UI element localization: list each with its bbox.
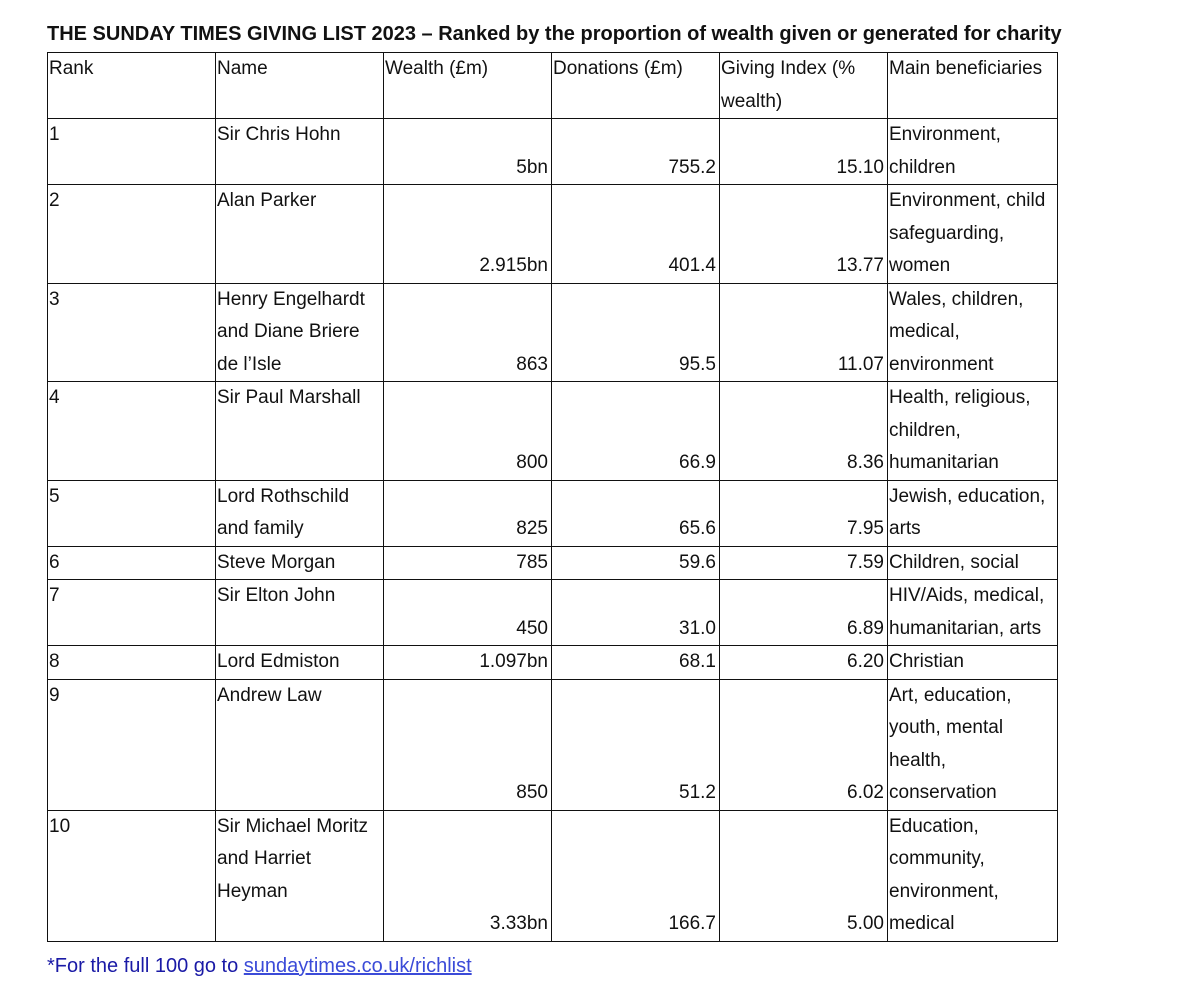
cell-donations: 65.6 [552, 480, 720, 546]
cell-donations: 66.9 [552, 382, 720, 481]
cell-beneficiaries: Christian [888, 646, 1058, 680]
cell-donations: 59.6 [552, 546, 720, 580]
cell-beneficiaries: Environment, children [888, 119, 1058, 185]
cell-wealth: 5bn [384, 119, 552, 185]
header-rank: Rank [48, 53, 216, 119]
cell-wealth: 825 [384, 480, 552, 546]
cell-giving-index: 15.10 [720, 119, 888, 185]
cell-beneficiaries: Education, community, environment, medical [888, 810, 1058, 941]
table-row [48, 480, 1058, 546]
cell-rank: 4 [48, 382, 216, 481]
header-wealth: Wealth (£m) [384, 53, 552, 119]
cell-name: Sir Michael Moritz and Harriet Heyman [216, 810, 384, 941]
cell-wealth: 450 [384, 580, 552, 646]
cell-rank: 7 [48, 580, 216, 646]
table-row [48, 810, 1058, 941]
cell-name: Sir Chris Hohn [216, 119, 384, 185]
table-row [48, 646, 1058, 680]
cell-donations: 755.2 [552, 119, 720, 185]
cell-wealth: 1.097bn [384, 646, 552, 680]
cell-giving-index: 6.20 [720, 646, 888, 680]
cell-beneficiaries: Jewish, education, arts [888, 480, 1058, 546]
table-row [48, 382, 1058, 481]
header-beneficiaries: Main beneficiaries [888, 53, 1058, 119]
richlist-link[interactable]: sundaytimes.co.uk/richlist [243, 955, 472, 977]
cell-rank: 10 [48, 810, 216, 941]
cell-wealth: 850 [384, 679, 552, 810]
cell-rank: 5 [48, 480, 216, 546]
cell-donations: 95.5 [552, 283, 720, 382]
cell-beneficiaries: Wales, children, medical, environment [888, 283, 1058, 382]
table-row [48, 580, 1058, 646]
table-header-row [48, 53, 1058, 119]
cell-name: Alan Parker [216, 185, 384, 284]
cell-donations: 68.1 [552, 646, 720, 680]
cell-name: Sir Paul Marshall [216, 382, 384, 481]
cell-wealth: 3.33bn [384, 810, 552, 941]
header-donations: Donations (£m) [552, 53, 720, 119]
cell-wealth: 2.915bn [384, 185, 552, 284]
cell-beneficiaries: Art, education, youth, mental health, conservation [888, 679, 1058, 810]
footnote-text: *For the full 100 go to [47, 955, 244, 977]
cell-giving-index: 6.89 [720, 580, 888, 646]
cell-giving-index: 6.02 [720, 679, 888, 810]
page-title: THE SUNDAY TIMES GIVING LIST 2023 – Ranked by the proportion of wealth given or generated for charity [47, 23, 1062, 45]
cell-donations: 31.0 [552, 580, 720, 646]
giving-list-table [47, 52, 1058, 942]
cell-name: Lord Rothschild and family [216, 480, 384, 546]
footnote [47, 952, 472, 980]
cell-wealth: 863 [384, 283, 552, 382]
cell-giving-index: 8.36 [720, 382, 888, 481]
cell-name: Lord Edmiston [216, 646, 384, 680]
table-row [48, 546, 1058, 580]
cell-beneficiaries: Health, religious, children, humanitarian [888, 382, 1058, 481]
table-row [48, 119, 1058, 185]
cell-name: Henry Engelhardt and Diane Briere de l’Isle [216, 283, 384, 382]
cell-beneficiaries: HIV/Aids, medical, humanitarian, arts [888, 580, 1058, 646]
cell-donations: 166.7 [552, 810, 720, 941]
cell-name: Steve Morgan [216, 546, 384, 580]
cell-beneficiaries: Environment, child safeguarding, women [888, 185, 1058, 284]
cell-rank: 8 [48, 646, 216, 680]
header-giving-index: Giving Index (% wealth) [720, 53, 888, 119]
cell-giving-index: 7.95 [720, 480, 888, 546]
cell-rank: 9 [48, 679, 216, 810]
table-row [48, 185, 1058, 284]
cell-name: Andrew Law [216, 679, 384, 810]
cell-giving-index: 13.77 [720, 185, 888, 284]
cell-giving-index: 5.00 [720, 810, 888, 941]
cell-wealth: 800 [384, 382, 552, 481]
cell-giving-index: 7.59 [720, 546, 888, 580]
cell-beneficiaries: Children, social [888, 546, 1058, 580]
cell-rank: 1 [48, 119, 216, 185]
cell-donations: 51.2 [552, 679, 720, 810]
table-row [48, 283, 1058, 382]
cell-rank: 3 [48, 283, 216, 382]
cell-name: Sir Elton John [216, 580, 384, 646]
cell-rank: 6 [48, 546, 216, 580]
header-name: Name [216, 53, 384, 119]
cell-donations: 401.4 [552, 185, 720, 284]
cell-rank: 2 [48, 185, 216, 284]
cell-giving-index: 11.07 [720, 283, 888, 382]
table-row [48, 679, 1058, 810]
cell-wealth: 785 [384, 546, 552, 580]
